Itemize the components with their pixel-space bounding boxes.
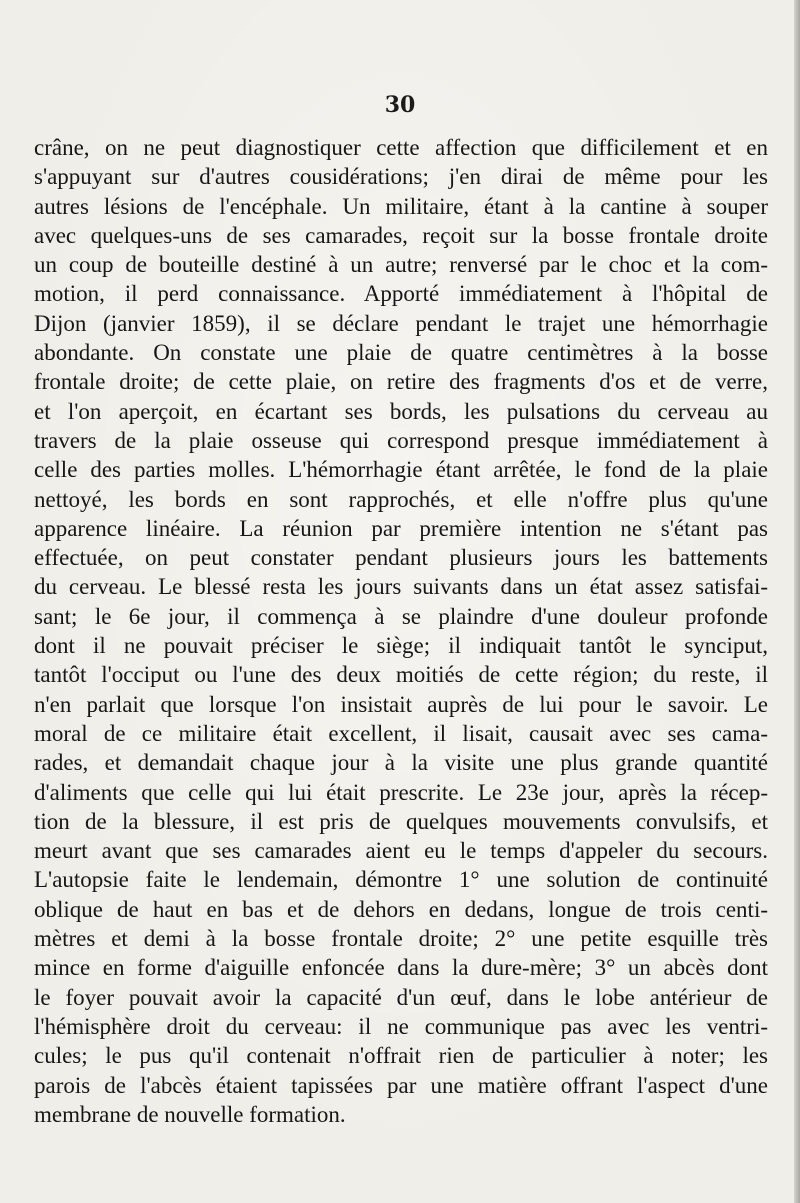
text-line: mince en forme d'aiguille enfoncée dans la dure-mère; 3° un abcès dont (34, 955, 768, 981)
text-line: moral de ce militaire était excellent, il lisait, causait avec ses cama- (34, 720, 768, 746)
text-line: membrane de nouvelle formation. (34, 1101, 346, 1127)
text-line: rades, et demandait chaque jour à la visite une plus grande quantité (34, 750, 768, 776)
text-line: tantôt l'occiput ou l'une des deux moitiés de cette région; du reste, il (34, 662, 768, 688)
text-line: et l'on aperçoit, en écartant ses bords, les pulsations du cerveau au (34, 398, 768, 424)
text-line: n'en parlait que lorsque l'on insistait auprès de lui pour le savoir. Le (34, 691, 768, 717)
body-text (34, 133, 768, 1129)
page-number: 30 (384, 92, 416, 118)
text-line: s'appuyant sur d'autres cousidérations; j'en dirai de même pour les (34, 164, 768, 190)
text-line: avec quelques-uns de ses camarades, reçoit sur la bosse frontale droite (34, 222, 768, 248)
text-line: meurt avant que ses camarades aient eu le temps d'appeler du secours. (34, 838, 768, 864)
text-line: du cerveau. Le blessé resta les jours suivants dans un état assez satisfai- (34, 574, 768, 600)
text-line: L'autopsie faite le lendemain, démontre 1° une solution de continuité (34, 867, 768, 893)
text-line: cules; le pus qu'il contenait n'offrait rien de particulier à noter; les (34, 1043, 768, 1069)
text-line: dont il ne pouvait préciser le siège; il indiquait tantôt le synciput, (34, 633, 768, 659)
text-line: nettoyé, les bords en sont rapprochés, et elle n'offre plus qu'une (34, 486, 768, 512)
text-line: celle des parties molles. L'hémorrhagie étant arrêtée, le fond de la plaie (34, 457, 768, 483)
text-line: le foyer pouvait avoir la capacité d'un œuf, dans le lobe antérieur de (34, 984, 768, 1010)
text-line: oblique de haut en bas et de dehors en dedans, longue de trois centi- (34, 896, 768, 922)
text-line: d'aliments que celle qui lui était prescrite. Le 23e jour, après la récep- (34, 779, 768, 805)
text-line: l'hémisphère droit du cerveau: il ne communique pas avec les ventri- (34, 1013, 768, 1039)
text-line: mètres et demi à la bosse frontale droite; 2° une petite esquille très (34, 926, 768, 952)
text-line: un coup de bouteille destiné à un autre; renversé par le choc et la com- (34, 252, 768, 278)
text-line: travers de la plaie osseuse qui correspond presque immédiatement à (34, 427, 768, 453)
text-line: crâne, on ne peut diagnostiquer cette affection que difficilement et en (34, 135, 768, 160)
text-line: frontale droite; de cette plaie, on retire des fragments d'os et de verre, (34, 369, 768, 395)
text-line: effectuée, on peut constater pendant plusieurs jours les battements (34, 545, 768, 571)
text-line: motion, il perd connaissance. Apporté immédiatement à l'hôpital de (34, 281, 768, 307)
text-line: tion de la blessure, il est pris de quelques mouvements convulsifs, et (34, 808, 768, 834)
text-line: autres lésions de l'encéphale. Un militaire, étant à la cantine à souper (34, 193, 768, 219)
text-line: sant; le 6e jour, il commença à se plaindre d'une douleur profonde (34, 603, 768, 629)
text-line: apparence linéaire. La réunion par première intention ne s'étant pas (34, 515, 768, 541)
page-edge-shadow (794, 0, 800, 1203)
text-line: parois de l'abcès étaient tapissées par une matière offrant l'aspect d'une (34, 1072, 768, 1098)
text-line: Dijon (janvier 1859), il se déclare pendant le trajet une hémorrhagie (34, 310, 768, 336)
text-line: abondante. On constate une plaie de quatre centimètres à la bosse (34, 340, 768, 366)
